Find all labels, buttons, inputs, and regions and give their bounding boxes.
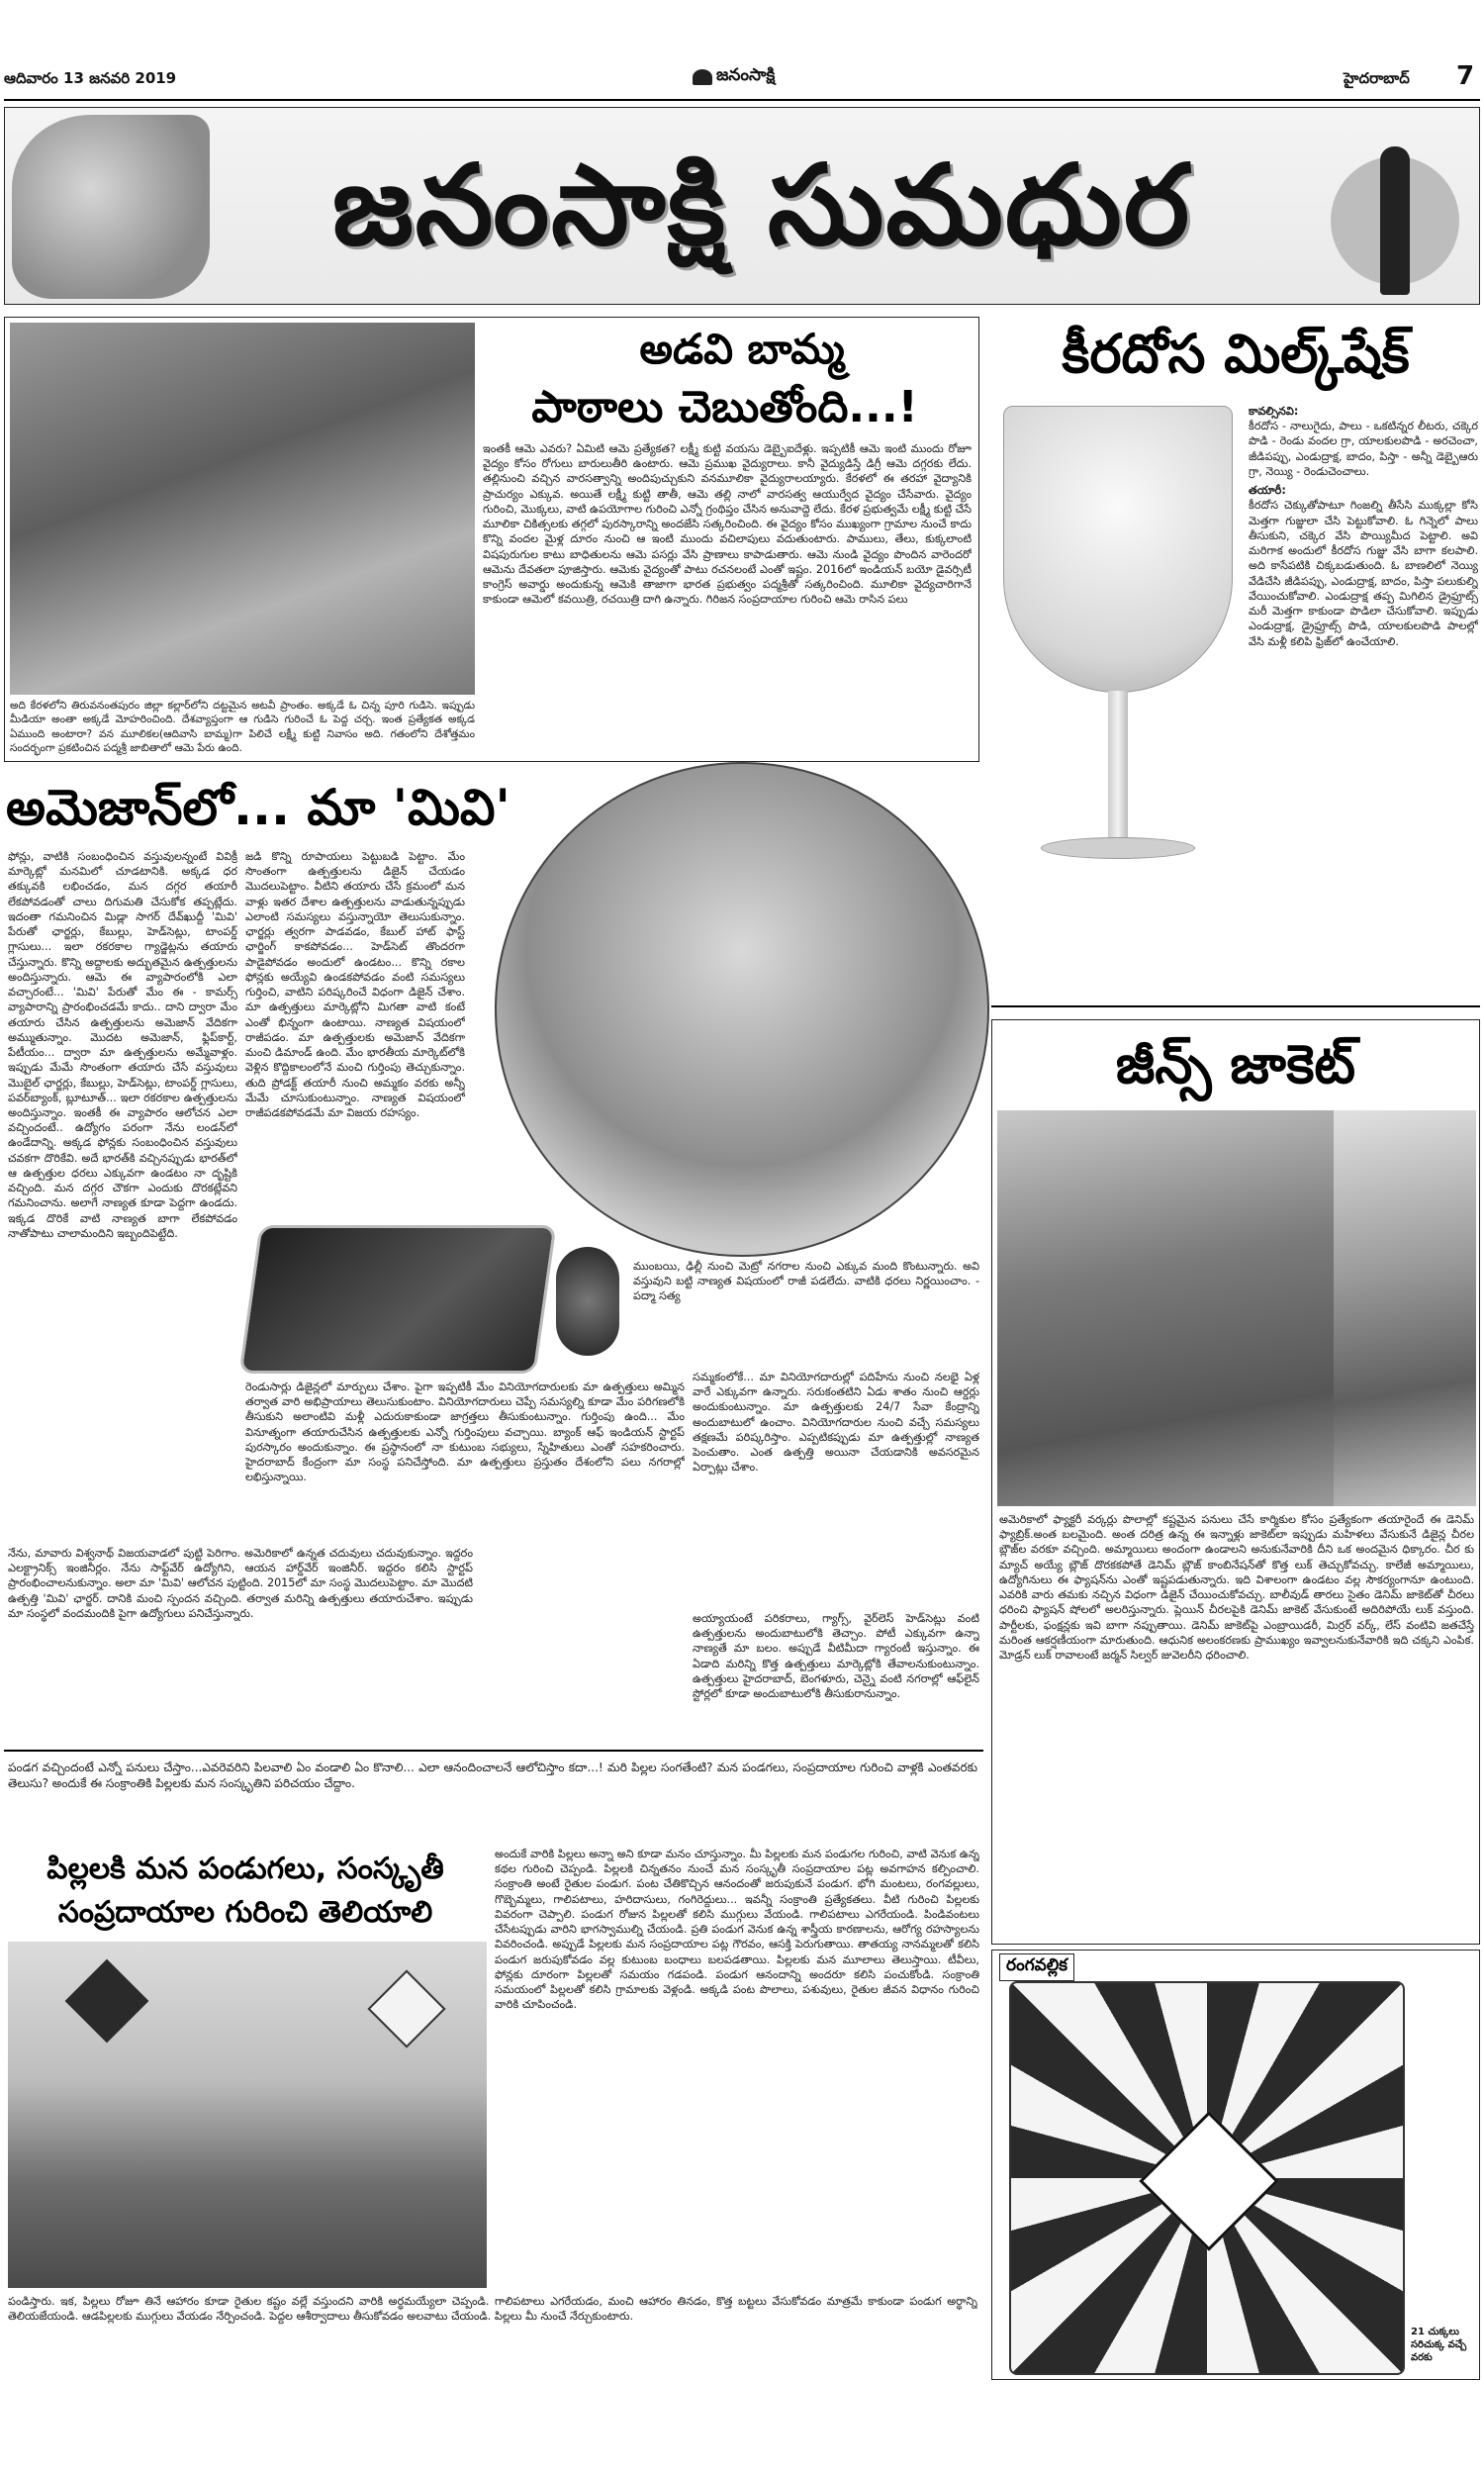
glass-bowl	[1003, 406, 1233, 693]
amazon-rule	[4, 1750, 983, 1752]
header-paper-name	[693, 65, 775, 89]
method-text: కీరదోస చెక్కుతోపాటూ గింజల్ని తీసేసి ముక్కల్లా కోసి మెత్తగా గుజ్జులా చేసి పెట్టుకోవాలి. ఓ గిన్నెలో పాలు తీసుకుని, చక్కెర వేసి పొయ్యిమీద పెట్టాలి. అవి మరిగాక అందులో కీరదోస గుజ్జు వేసి బాగా కలపాలి. అది కాసేపటికి చిక్కబడుతుంది. ఓ బాణలిలో నెయ్యి వేడిచేసి జీడిపప్పు, ఎండుద్రాక్ష, బాదం, పిస్తా పలుకుల్ని వేయించుకోవాలి. ఎండుద్రాక్ష తప్ప మిగిలిన డ్రైఫ్రూట్స్‌ మరీ మెత్తగా కాకుండా పొడిలా చేసుకోవాలి. ఇప్పుడు ఎండుద్రాక్ష, డ్రైఫ్రూట్స్‌ పొడి, యాలకులపొడి పాలల్లో వేసి మళ్లీ కలిపి ఫ్రిజ్‌లో ఉంచేయాలి.	[1249, 499, 1478, 648]
rangavalli-label: రంగవల్లిక	[999, 1953, 1074, 1981]
jeans-model-photo-1	[997, 1110, 1334, 1506]
adavi-headline-2: పాఠాలు చెబుతోంది...!	[531, 382, 918, 432]
jeans-headline: జీన్స్‌ జాకెట్‌	[1115, 1033, 1356, 1095]
amazon-col-2: జడి కొన్ని రూపాయలు పెట్టుబడి పెట్టాం. మేం సొంతంగా ఉత్పత్తులను డిజైన్‌ చేయడం మొదలుపెట్టాం. వీటిని తయారు చేసే క్రమంలో మన వాళ్లు ఇతర దేశాల ఉత్పత్తులను వాడుతున్నప్పుడు ఎలాంటి సమస్యలు వస్తున్నాయో తెలుసుకున్నాం. ఛార్జర్లు త్వరగా పాడవడం, కేబుల్‌ హాట్‌ ఫాస్ట్‌ ఛార్జింగ్‌ కాకపోవడం... హెడ్‌సెట్‌ తొందరగా పాడైపోవడం అందులో ఉండటం... కొన్ని రకాల ఫోన్లకు అయ్యేవి ఉండకపోవడం వంటి సమస్యలు గుర్తించి, వాటిని పరిష్కరించే విధంగా డిజైన్‌ చేశాం. మా ఉత్పత్తులు మార్కెట్లోని మిగతా వాటి కంటే ఎంతో భిన్నంగా ఉంటాయి. నాణ్యత విషయంలో రాజీపడం. మా ఉత్పత్తులకు అమెజాన్‌ వేదికగా మంచి డిమాండ్‌ ఉంది. మేం భారతీయ మార్కెట్‌లోకి వెళ్లిన కొద్దికాలంలోనే మంచి గుర్తింపు తెచ్చుకున్నాం. తుది ప్రోడక్ట్‌ తయారీ నుంచి అమ్మకం వరకు అన్నీ మేమే చూసుకుంటున్నాం. నాణ్యత విషయంలో రాజీపడకపోవడమే మా విజయ రహస్యం.	[245, 850, 465, 1119]
header-rule	[4, 99, 1480, 101]
ingredients-text: కీరదోస - నాలుగైదు, పాలు - ఒకటిన్నర లీటరు, చక్కెర పొడి - రెండు వందల గ్రా, యాలకులపొడి - అరచెంచా, జీడిపప్పు, ఎండుద్రాక్ష, బాదం, పిస్తా - అన్నీ డెబ్బైఆరు గ్రా, నెయ్యి - రెండుచెంచాలు.	[1249, 420, 1478, 478]
keeradosa-rule	[991, 1005, 1480, 1007]
emblem-figure-icon	[1380, 146, 1410, 295]
adavi-headline-1: అడవి బామ్మ	[639, 325, 845, 373]
paper-logo-icon	[693, 69, 712, 85]
paper-name: జనంసాక్షి	[716, 65, 776, 85]
earphones-product	[556, 1247, 619, 1356]
mivi-portrait	[495, 762, 989, 1257]
amazon-col-1: ఫోన్లు, వాటికి సంబంధించిన వస్తువులన్నంటే వివిక్రీ మార్కెట్లో మనమిలో చూడటానికి. అక్కడ ధర తక్కువకి లభించడం, మన దగ్గర తయారీ లేకపోవడంతో చాలు దిగుమతి చేసుకోక తప్పట్లేదు. ఇదంతా గమనించిన మిడ్లా సాగర్‌ దేవ్‌ఖుద్దీ 'మివి' పేరుతో ఛార్జర్లు, కేబుల్లు, హెడ్‌సెట్లు, టాంపర్డ్‌ గ్లాసులు... ఇలా రకరకాల గ్యాడ్జెట్లను తయారు చేస్తున్నారు. కొన్ని అద్దాలకు అద్భుతమైన ఉత్పత్తులను అందిస్తున్నారు. ఆమె ఈ వ్యాపారంలోకి ఎలా వచ్చారంటే... 'మివి' పేరుతో మేం ఈ - కామర్స్‌ వ్యాపారాన్ని ప్రారంభించడమే కాదు.. దాని ద్వారా మేం తయారు చేసిన ఉత్పత్తులను అమెజాన్‌ వేదికగా అమ్ముతున్నాం. మొదట అమెజాన్‌, ఫ్లిప్‌కార్ట్‌, పేటీయం... ద్వారా మా ఉత్పత్తులను అమ్మేవాళ్లం. ఇప్పుడు మేమే సొంతంగా తయారు చేసే వస్తువులు మొబైల్‌ ఛార్జర్లు, కేబుల్లు, హెడ్‌సెట్లు, టాంపర్డ్‌ గ్లాసులు, పవర్‌బ్యాంక్‌, బ్లూటూత్‌... ఇలా రకరకాల ఉత్పత్తులను అందిస్తున్నాం. ఇంతకీ ఈ వ్యాపారం ఆలోచన ఎలా వచ్చిందంటే.. ఉద్యోగం పరంగా నేను లండన్‌లో ఉండేదాన్ని. అక్కడ ఫోన్లకు సంబంధించిన వస్తువులు చవకగా దొరికేవి. అదే భారత్‌కి వచ్చినప్పుడు భారత్‌లో ఆ ఉత్పత్తుల ధరలు ఎక్కువగా ఉండటం నా దృష్టికి వచ్చింది. మన దగ్గర చౌకగా ఎందుకు దొరకట్లేవని గమనించాను. అలాగే నాణ్యత కూడా పెద్దగా ఉండదు. ఇక్కడ దొరికే వాటి నాణ్యత బాగా లేకపోవడం నాతోపాటు చాలామందిని ఇబ్బందిపెట్టేది.	[8, 850, 237, 1240]
rangavalli-note: 21 చుక్కలు సరిచుక్క వచ్చే వరకు	[1411, 2327, 1467, 2363]
festivals-headline-1: పిల్లలకి మన పండుగలు, సంస్కృతీ	[46, 1852, 444, 1886]
festivals-intro: పండగ వచ్చిందంటే ఎన్నో పనులు చేస్తాం...ఎవరెవరిని పిలవాలి ఏం వండాలి ఏం కొనాలి... ఎలా ఆనందించాలనే ఆలోచిస్తాం కదా...! మరి పిల్లల సంగతేంటి? మన పండగలు, సంప్రదాయాల గురించి వాళ్లకి ఎంతవరకు తెలుసు? అందుకే ఈ సంక్రాంతికి పిల్లలకు మన సంస్కృతిని పరిచయం చేద్దాం.	[8, 1761, 977, 1791]
kite-2-icon	[367, 1969, 445, 2047]
method-title: తయారీ:	[1249, 484, 1286, 498]
glass-stem	[1108, 691, 1128, 839]
jeans-body: అమెరికాలో ఫ్యాక్టరీ వర్కర్లు పొలాల్లో కష్టమైన పనులు చేసే కార్మికుల కోసం ప్రత్యేకంగా తయారైందే ఈ డెనిమ్‌ ఫ్యాబ్రిక్‌.అంత బలమైంది. అంత దరిత్ర ఉన్న ఈ ఇన్నాళ్లు జాకెట్‌లా ఇప్పుడు మహిళలు వేసుకునే డిజైన్ల చీరల బ్లౌజ్‌ల వరకూ వచ్చింది. అమ్మాయిలు అందంగా ఉండాలని అనుకునేవారికి దీని ఒక అందమైన ధిక్కారం. చీర కు మ్యాచ్‌ అయ్యే బ్లౌజ్‌ దొరకకపోతే డెనిమ్‌ బ్లౌజ్‌ కాంబినేషన్‌తో కొత్త లుక్‌ తెచ్చుకోవచ్చు. కాలేజీ అమ్మాయిలు, ఉద్యోగినులు ఈ ఫ్యాషన్‌ను ఎంతో ఇష్టపడుతున్నారు. ఇది విశాలంగా ఉండటం వల్ల సౌకర్యంగానూ ఉంటుంది. ఎవరికి వారు తమకు నచ్చిన విధంగా డిజైన్‌ చేయించుకోవచ్చు. బాలీవుడ్‌ తారలు సైతం డెనిమ్‌ జాకెట్‌తో చీరలు ధరించి ఫ్యాషన్‌ షోలలో అలరిస్తున్నారు. ప్లెయిన్‌ చీరలపైకి డెనిమ్‌ జాకెట్‌ వేసుకుంటే అదిరిపోయే లుక్‌ వస్తుంది. పార్టీలకు, ఫంక్షన్లకు ఇవి బాగా నప్పుతాయి. డెనిమ్‌ జాకెట్‌పై ఎంబ్రాయిడరీ, మిర్రర్‌ వర్క్‌, లేస్‌ వంటివి జతచేస్తే మరింత ఆకర్షణీయంగా మారుతుంది. ఆధునిక అలంకరణకు ప్రాముఖ్యం ఇవ్వాలనుకునేవారికి ఇది చక్కని ఎంపిక. మోడ్రన్‌ లుక్‌ రావాలంటే జర్మన్‌ సిల్వర్‌ జువెలరీని ధరించాలి.	[999, 1513, 1474, 1663]
keeradosa-recipe	[1249, 404, 1478, 867]
festivals-body-bottom: పండిస్తారు. ఇక, పిల్లలు రోజూ తినే ఆహారం కూడా రైతుల కష్టం వల్లే వస్తుందని వారికి అర్థమయ్యేలా చెప్పండి. గాలిపటాలు ఎగరేయడం, మంచి ఆహారం తినడం, కొత్త బట్టలు వేసుకోవడం మాత్రమే కాకుండా పండుగ అర్థాన్ని తెలియజేయండి. ఆడపిల్లలకు ముగ్గులు వేయడం నేర్పించండి. పెద్దల ఆశీర్వాదాలు తీసుకోవడం అలవాటు చేయండి. పిల్లలు మీ నుంచే నేర్చుకుంటారు.	[8, 2295, 977, 2324]
amazon-lower-b: నేను, మావారు విశ్వనాథ్‌ విజయవాడలో పుట్టి పెరిగాం. అమెరికాలో ఉన్నత చదువులు చదువుకున్నాం. ఇద్దరం ఎలక్ట్రానిక్స్‌ ఇంజినీర్లం. నేను సాఫ్ట్‌వేర్‌ ఉద్యోగిని, ఆయన హార్డ్‌వేర్‌ ఇంజినీర్‌. ఇద్దరం కలిసి స్టార్టప్‌ ప్రారంభించాలనుకున్నాం. అలా మా 'మివి' ఆలోచన పుట్టింది. 2015లో మా సంస్థ మొదలుపెట్టాం. మా మొదటి ఉత్పత్తి 'మివి' ఛార్జర్‌. దానికి మంచి స్పందన వచ్చింది. తర్వాత మరిన్ని ఉత్పత్తులు తయారుచేశాం. ఇప్పుడు మా సంస్థలో వందమందికి పైగా ఉద్యోగులు పనిచేస్తున్నారు.	[8, 1547, 473, 1620]
masthead-emblem	[1321, 117, 1469, 300]
page-number: 7	[1456, 61, 1475, 91]
rangavalli-center-star-icon	[1139, 2111, 1278, 2250]
festivals-body-right: అందుకే వారికి పిల్లలు అన్నా అని కూడా మనం చూస్తున్నాం. మీ పిల్లలకు మన పండుగల గురించి, వాటి వెనుక ఉన్న కథల గురించి చెప్పండి. పిల్లలకి చిన్నతనం నుంచే మన సంస్కృతీ సంప్రదాయాల పట్ల అవగాహన కల్పించాలి. సంక్రాంతి అంటే రైతుల పండుగ. పంట చేతికొచ్చిన ఆనందంతో జరుపుకునే పండుగ. భోగి మంటలు, రంగవల్లులు, గొబ్బెమ్మలు, గాలిపటాలు, హరిదాసులు, గంగిరెద్దులు... ఇవన్నీ సంక్రాంతి ప్రత్యేకతలు. వీటి గురించి పిల్లలకు వివరంగా చెప్పాలి. పండుగ రోజున పిల్లలతో కలిసి ముగ్గులు వేయండి. గాలిపటాలు ఎగరేయండి. పిండివంటలు చేసేటప్పుడు వారిని భాగస్వాముల్ని చేయండి. ప్రతి పండుగ వెనుక ఉన్న శాస్త్రీయ కారణాలను, ఆరోగ్య రహస్యాలను వివరించండి. అప్పుడే పిల్లలకు మన సంప్రదాయాల పట్ల గౌరవం, ఆసక్తి పెరుగుతాయి. తాతయ్య నానమ్మలతో కలిసి పండుగ జరుపుకోవడం వల్ల కుటుంబ బంధాలు బలపడతాయి. పిల్లలకు మన మూలాలు తెలుస్తాయి. టీవీలు, ఫోన్లకు దూరంగా పిల్లలతో సమయం గడపండి. పండుగ ఆనందాన్ని అందరూ కలిసి పంచుకోండి. సంక్రాంతి సమయంలో పిల్లలతో కలిసి గ్రామాలకు వెళ్లండి. అక్కడి పంట పొలాలు, పశువులు, రైతుల జీవన విధానం గురించి వారికి చూపించండి.	[495, 1848, 979, 2012]
amazon-lower-a: రెండుసార్లు డిజైన్లలో మార్పులు చేశాం. పైగా ఇప్పటికీ మేం వినియోగదారులకు మా ఉత్పత్తులు అమ్మిన తర్వాత వారి అభిప్రాయాలు తెలుసుకుంటాం. వినియోగదారులు చెప్పే సమస్యల్ని కూడా మేం పరిగణలోకి తీసుకుని అలాంటివి మళ్లీ ఎదురుకాకుండా జాగ్రత్తలు తీసుకుంటున్నాం. గుర్తింపు ఉంది... మేం వినూత్నంగా తయారుచేసిన ఉత్పత్తులకు ఎన్నో గుర్తింపులు వచ్చాయి. బ్యాంక్‌ ఆఫ్‌ ఇండియన్‌ స్టార్టప్‌ పురస్కారం అందుకున్నాం. ఈ ప్రస్థానంలో నా కుటుంబ సభ్యులు, స్నేహితులు ఎంతో సహకరించారు. హైదరాబాద్‌ కేంద్రంగా మా సంస్థ పనిచేస్తోంది. మా ఉత్పత్తులు ప్రస్తుతం దేశంలోని పలు నగరాల్లో లభిస్తున్నాయి.	[245, 1380, 685, 1484]
masthead-title: జనంసాక్షి సుమధుర	[331, 142, 1192, 270]
rangavalli-pattern	[1009, 1981, 1405, 2375]
amazon-col-3-top: ముంబయి, ఢిల్లీ నుంచి మెట్రో నగరాల నుంచి ఎక్కువ మంది కొంటున్నారు. అవి వస్తువుని బట్టి నాణ్యత విషయంలో రాజీ పడలేదు. వాటికి ధరలు నిర్ణయించాం. - పద్మా సత్య	[633, 1260, 979, 1303]
adavi-caption: అది కేరళలోని తిరువనంతపురం జిల్లా కల్లార్‌లోని దట్టమైన అటవీ ప్రాంతం. అక్కడే ఓ చిన్న పూరి గుడిసె. ఇప్పుడు మీడియా అంతా అక్కడే మోహరించింది. దేశవ్యాప్తంగా ఆ గుడిసె గురించే ఓ పెద్ద చర్చ. ఇంత ప్రత్యేకత అక్కడ ఏముంది అంటారా? వన మూలికల(ఆదివాసి బామ్మ)గా పిలిచే లక్ష్మీ కుట్టి నివాసం అది. గతంలోని దేశోత్తమం సందర్భంగా ప్రకటించిన పద్మశ్రీ జాబితాలో ఆమె పేరు ఉంది.	[10, 700, 475, 755]
adavi-photo	[10, 323, 475, 695]
header-date: ఆదివారం 13 జనవరి 2019	[4, 69, 177, 87]
glass-base	[1041, 837, 1195, 859]
amazon-lower-c: అయ్యాయంటే పరికరాలు, గ్యాగ్స్‌, వైర్‌లెస్‌ హెడ్‌సెట్లు వంటి ఉత్పత్తులను అందుబాటులోకి తెచ్చాం. పోటీ ఎక్కువగా ఉన్నా నాణ్యతే మా బలం. అప్పుడే వీటిమీదా గ్యారంటీ ఇస్తున్నాం. ఈ ఏడాది మరిన్ని కొత్త ఉత్పత్తులు మార్కెట్లోకి తేవాలనుకుంటున్నాం. ఉత్పత్తులు హైదరాబాద్‌, బెంగళూరు, చెన్నై వంటి నగరాల్లో ఆఫ్‌లైన్‌ స్టోర్లలో కూడా అందుబాటులోకి తీసుకురానున్నాం.	[693, 1612, 979, 1701]
phone-screen-product	[238, 1225, 556, 1374]
amazon-headline: అమెజాన్‌లో... మా 'మివి'	[6, 779, 510, 836]
festivals-headline-2: సంప్రదాయాల గురించి తెలియాలి	[57, 1895, 433, 1930]
kite-flying-photo	[8, 1942, 487, 2288]
kite-1-icon	[65, 1959, 149, 2044]
header-city: హైదరాబాద్	[1344, 69, 1410, 87]
adavi-body: ఇంతకీ ఆమె ఎవరు? ఏమిటి ఆమె ప్రత్యేకత? లక్ష్మీ కుట్టి వయసు డెబ్బైఐదేళ్లు. ఇప్పటికీ ఆమె ఇంటి ముందు రోజూ వైద్యం కోసం రోగులు బారులుతీరి ఉంటారు. ఆమె ప్రముఖ వైద్యురాలు. కానీ వైద్యుడిస్తే డిగ్రీ ఆమె దగ్గరకు లేదు. తల్లినుంచి వచ్చిన వారసత్వాన్ని అందిపుచ్చుకుని వనమూలికా వైద్యురాలయ్యారు. కేరళలో ఈ తరహా వైద్యానికి ప్రాచుర్యం ఎక్కువ. అయితే లక్ష్మీ కుట్టి తాతీ, ఆమె తల్లి నాలో వారసత్వ ఆయుర్వేద వైద్యం చేసేవారు. వైద్యం గురించి, మొక్కలు, వాటి ఉపయోగాల గురించి ఎన్నో గ్రంథిప్తం చేసిన అనువాద్దె లేదు. కేరళ ప్రభుత్వమే లక్ష్మీ కుట్టి చేసే మూలికా చికిత్సలకు తగ్గలో పురస్కారాన్ని అందజేసి సత్కరించింది. ఈ వైద్యం కోసం ముఖ్యంగా గ్రామాల నుంచే కాదు కొన్ని వందల మైళ్ల దూరం నుంచి ఆ ఇంటి ముందు వచిలాపులు వదుతుంటారు. పాములు, తేలు, కుక్కలాంటి విషపురుగుల కాటు బాధితులను ఆమె పసర్లు వేసి ప్రాణాలు కాపాడుతారు. ఆమె నుండి వైద్యం పొందిన వారెందరో ఆమెను దేవతలా పూజిస్తారు. ఆమెకు వైద్యంతో పాటు రచనలంటే ఎంతో ఇష్టం. 2016లో ఇండియన్‌ బయో డైవర్సిటీ కాంగ్రెస్‌ అవార్డు అందుకున్న ఆమెకి తాజాగా భారత ప్రభుత్వం పద్మశ్రీతో సత్కరించింది. మూలికా వైద్యచారిగానే కాకుండా ఆమెలో కవయిత్రి, రచయిత్రి దాగి ఉన్నారు. గిరిజన సంప్రదాయాల గురించి ఆమె రాసిన పలు	[483, 442, 972, 607]
jeans-model-photo-2	[1334, 1110, 1476, 1506]
amazon-col-3-mid: సమ్మకంలోకే... మా వినియోగదారుల్లో పదిహేను నుంచి నలభై ఏళ్ల వారే ఎక్కువగా ఉన్నారు. సరుకంతటిని ఏడు శాతం నుంచి ఆర్డర్లు అందుకుంటున్నాం. మా ఉత్పత్తులకు 24/7 సేవా కేంద్రాన్ని అందుబాటులో ఉంచాం. వినియోగదారుల నుంచి వచ్చే సమస్యలు తక్షణమే పరిష్కరిస్తాం. ఎప్పటికప్పుడు మా ఉత్పత్తుల్లో నాణ్యత పెంచుతాం. ఎంత ఉత్పత్తి అయినా చేయడానికి అవసరమైన ఏర్పాట్లు చేశాం.	[693, 1371, 979, 1475]
milkshake-glass-illustration	[991, 398, 1244, 893]
keeradosa-headline: కీరదోస మిల్క్‌షేక్‌	[1062, 323, 1410, 385]
ingredients-title: కావల్సినవి:	[1249, 405, 1299, 418]
masthead-kids-illustration	[12, 115, 210, 299]
